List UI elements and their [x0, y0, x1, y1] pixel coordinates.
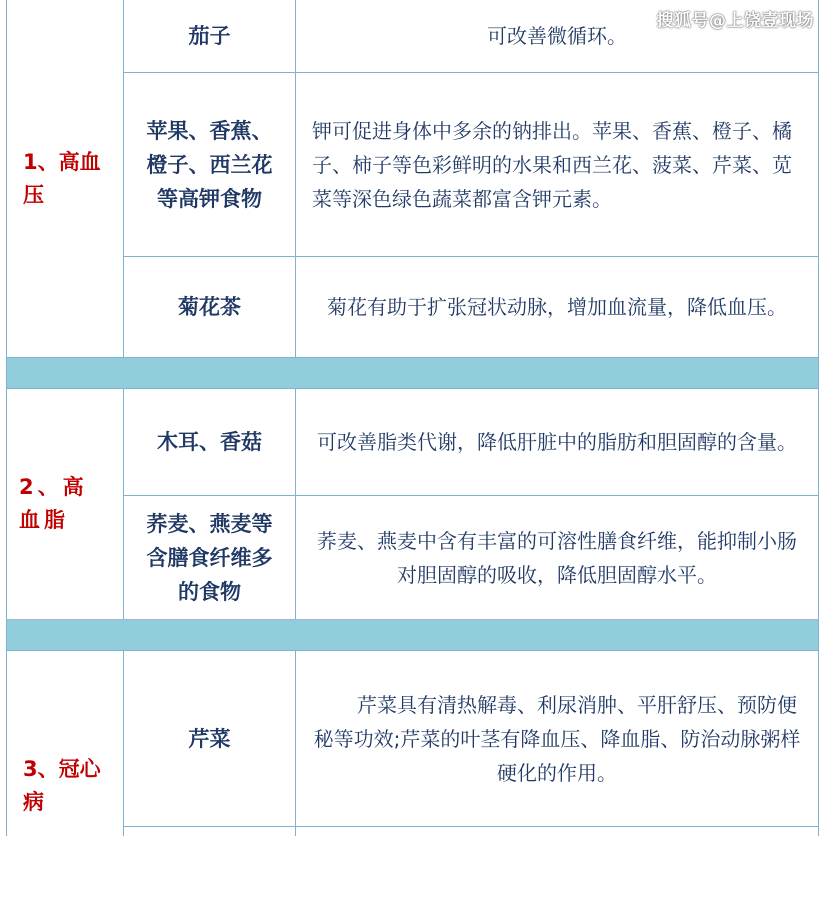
row-divider — [123, 72, 819, 73]
effect-text: 钾可促进身体中多余的钠排出。苹果、香蕉、橙子、橘子、柿子等色彩鲜明的水果和西兰花、菠菜、芹菜、苋菜等深色绿色蔬菜都富含钾元素。 — [312, 118, 792, 211]
effect-text: 可改善微循环。 — [487, 24, 627, 48]
food-label: 茄子 — [188, 24, 231, 48]
food-cell — [124, 496, 295, 619]
row-divider — [123, 256, 819, 257]
disease-cell-hyperlipidemia — [7, 389, 123, 619]
effect-cell — [296, 496, 818, 619]
food-cell — [124, 73, 295, 256]
effect-cell — [296, 389, 818, 495]
effect-text: 可改善脂类代谢，降低肝脏中的脂肪和胆固醇的含量。 — [317, 430, 797, 454]
food-cell — [124, 389, 295, 495]
table-border-right — [818, 0, 819, 836]
disease-cell-hypertension — [7, 0, 123, 357]
disease-label-coronary: 3、冠心病 — [23, 757, 101, 814]
disease-cell-coronary — [7, 651, 123, 921]
row-divider — [6, 619, 819, 620]
effect-text: 菊花有助于扩张冠状动脉，增加血流量，降低血压。 — [327, 295, 787, 319]
food-label: 苹果、香蕉、橙子、西兰花等高钾食物 — [146, 118, 273, 211]
row-divider — [123, 495, 819, 496]
column-divider — [295, 388, 296, 620]
column-divider — [123, 0, 124, 358]
column-divider — [295, 650, 296, 836]
disease-label-hypertension: 1、高血压 — [23, 149, 101, 207]
food-cell — [124, 0, 295, 72]
food-cell — [124, 651, 295, 826]
food-label: 木耳、香菇 — [157, 430, 262, 454]
effect-cell — [296, 651, 818, 826]
effect-text: 荞麦、燕麦中含有丰富的可溶性膳食纤维，能抑制小肠对胆固醇的吸收，降低胆固醇水平。 — [317, 528, 797, 587]
food-cell — [124, 257, 295, 357]
watermark: 搜狐号@上饶壹现场 — [656, 11, 814, 31]
food-label: 荞麦、燕麦等含膳食纤维多的食物 — [146, 511, 273, 604]
food-cell — [124, 827, 295, 847]
table-border-left — [6, 0, 7, 836]
effect-cell — [296, 0, 818, 72]
effect-cell — [296, 73, 818, 256]
food-label: 菊花茶 — [178, 295, 241, 319]
effect-text: 芹菜具有清热解毒、利尿消肿、平肝舒压、预防便秘等功效;芹菜的叶茎有降血压、降血脂、防治动脉粥样硬化的作用。 — [313, 692, 801, 785]
row-divider — [6, 388, 819, 389]
separator-band — [7, 620, 818, 650]
separator-band — [7, 358, 818, 388]
row-divider — [123, 826, 819, 827]
column-divider — [123, 650, 124, 836]
food-label: 芹菜 — [188, 726, 231, 751]
disease-label-hyperlipidemia: 2、高血脂 — [19, 475, 88, 532]
row-divider — [6, 357, 819, 358]
column-divider — [123, 388, 124, 620]
effect-cell — [296, 257, 818, 357]
column-divider — [295, 0, 296, 358]
row-divider — [6, 650, 819, 651]
